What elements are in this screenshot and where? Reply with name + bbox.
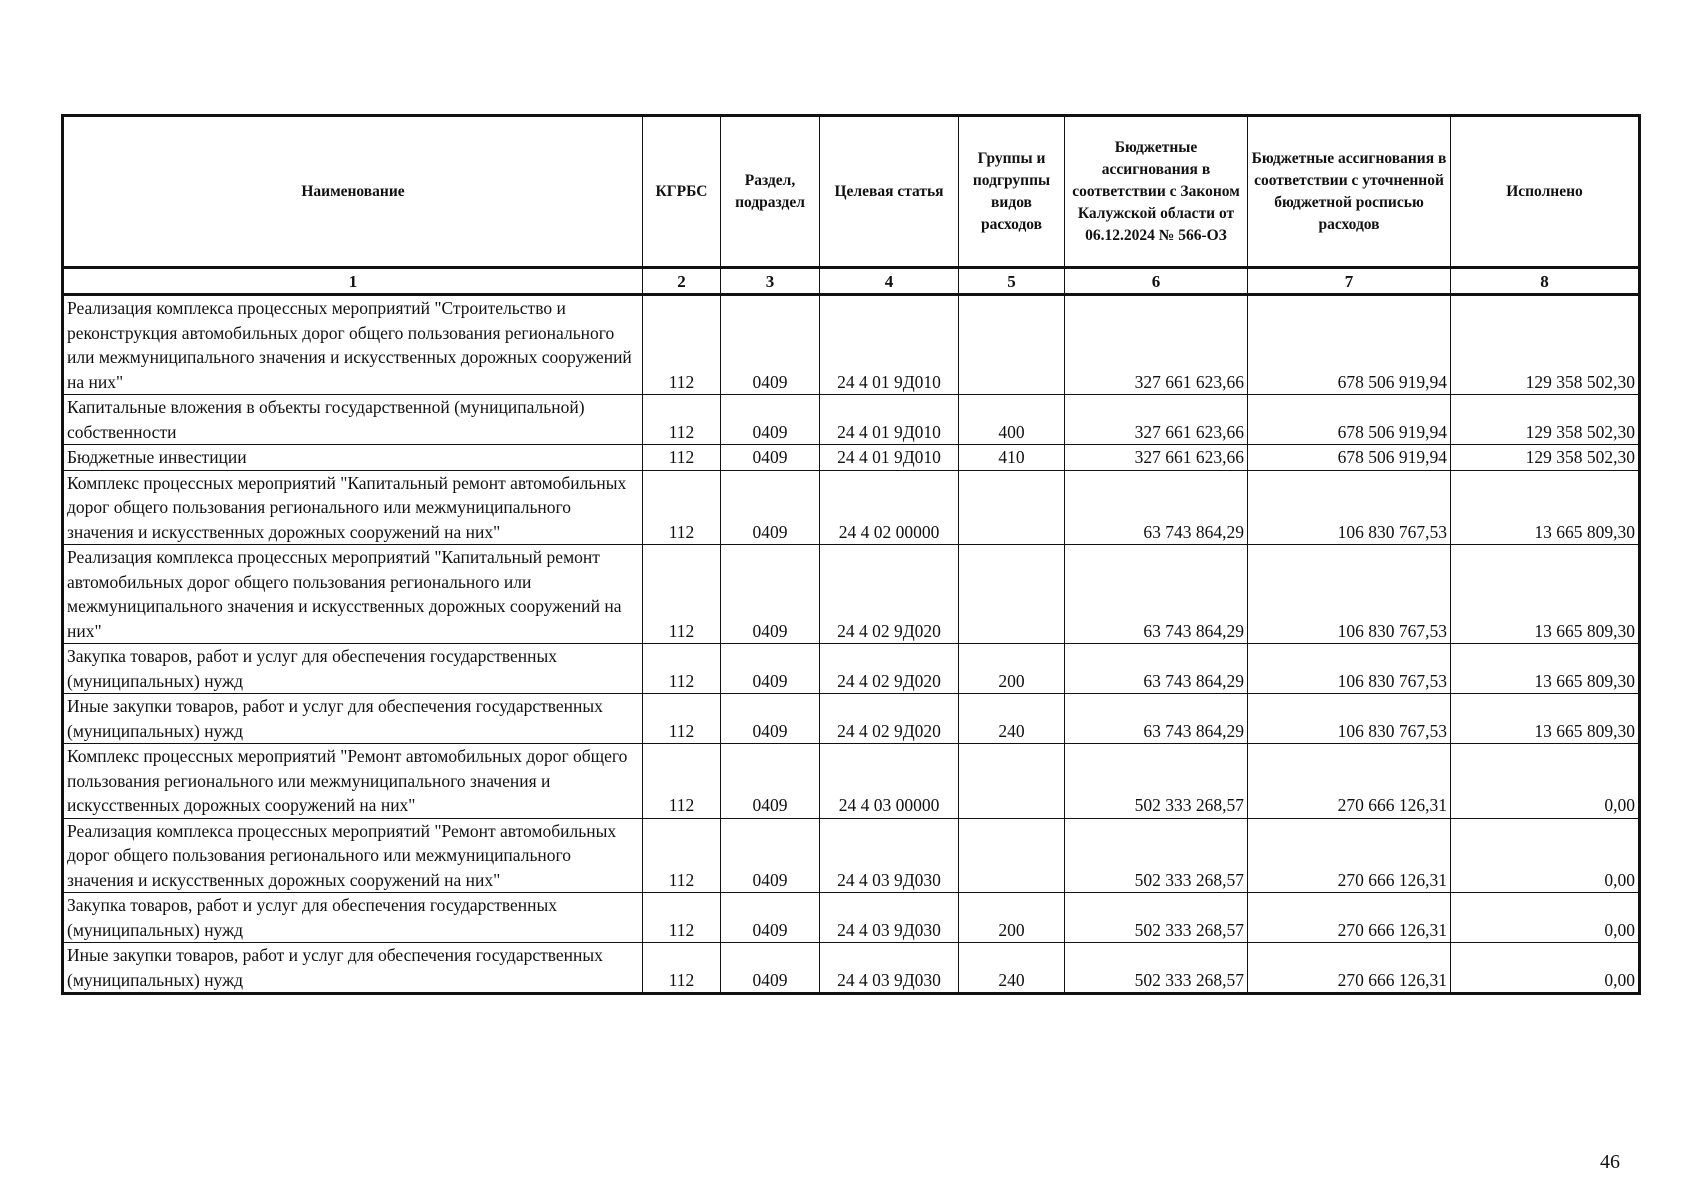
row-executed-amount: 0,00 <box>1451 818 1640 893</box>
row-law-amount: 63 743 864,29 <box>1065 470 1248 545</box>
column-number: 7 <box>1248 268 1451 295</box>
budget-table-container <box>61 114 1638 995</box>
header-razdel: Раздел, подраздел <box>721 116 820 268</box>
header-kgrbs: КГРБС <box>643 116 721 268</box>
column-number: 4 <box>820 268 959 295</box>
row-razdel: 0409 <box>721 893 820 943</box>
row-name: Бюджетные инвестиции <box>63 445 643 471</box>
row-refined-amount: 106 830 767,53 <box>1248 545 1451 644</box>
header-target: Целевая статья <box>820 116 959 268</box>
row-name: Закупка товаров, работ и услуг для обеспечения государственных (муниципальных) нужд <box>63 644 643 694</box>
row-law-amount: 327 661 623,66 <box>1065 295 1248 395</box>
row-name: Комплекс процессных мероприятий "Капитальный ремонт автомобильных дорог общего пользования регионального или межмуниципального значения и искусственных дорожных сооружений на них" <box>63 470 643 545</box>
table-row <box>63 694 1640 744</box>
row-law-amount: 327 661 623,66 <box>1065 395 1248 445</box>
row-group: 200 <box>959 893 1065 943</box>
row-kgrbs: 112 <box>643 744 721 819</box>
row-refined-amount: 678 506 919,94 <box>1248 445 1451 471</box>
row-executed-amount: 129 358 502,30 <box>1451 395 1640 445</box>
table-row <box>63 893 1640 943</box>
row-razdel: 0409 <box>721 470 820 545</box>
row-name: Иные закупки товаров, работ и услуг для обеспечения государственных (муниципальных) нужд <box>63 694 643 744</box>
row-target: 24 4 03 9Д030 <box>820 818 959 893</box>
row-refined-amount: 106 830 767,53 <box>1248 694 1451 744</box>
header-groups: Группы и подгруппы видов расходов <box>959 116 1065 268</box>
header-row <box>63 116 1640 268</box>
row-kgrbs: 112 <box>643 694 721 744</box>
row-target: 24 4 01 9Д010 <box>820 445 959 471</box>
table-row <box>63 470 1640 545</box>
row-name: Иные закупки товаров, работ и услуг для обеспечения государственных (муниципальных) нужд <box>63 943 643 994</box>
row-razdel: 0409 <box>721 694 820 744</box>
row-law-amount: 63 743 864,29 <box>1065 644 1248 694</box>
row-kgrbs: 112 <box>643 445 721 471</box>
column-number: 3 <box>721 268 820 295</box>
row-executed-amount: 129 358 502,30 <box>1451 445 1640 471</box>
row-name: Капитальные вложения в объекты государственной (муниципальной) собственности <box>63 395 643 445</box>
row-refined-amount: 678 506 919,94 <box>1248 395 1451 445</box>
row-refined-amount: 106 830 767,53 <box>1248 644 1451 694</box>
row-razdel: 0409 <box>721 644 820 694</box>
row-executed-amount: 13 665 809,30 <box>1451 644 1640 694</box>
row-refined-amount: 678 506 919,94 <box>1248 295 1451 395</box>
row-target: 24 4 01 9Д010 <box>820 395 959 445</box>
page-number: 46 <box>1600 1151 1620 1173</box>
column-number: 8 <box>1451 268 1640 295</box>
table-row <box>63 395 1640 445</box>
row-name: Комплекс процессных мероприятий "Ремонт автомобильных дорог общего пользования регионального или межмуниципального значения и искусственных дорожных сооружений на них" <box>63 744 643 819</box>
row-executed-amount: 0,00 <box>1451 943 1640 994</box>
row-executed-amount: 0,00 <box>1451 744 1640 819</box>
row-refined-amount: 270 666 126,31 <box>1248 943 1451 994</box>
row-group <box>959 744 1065 819</box>
row-refined-amount: 270 666 126,31 <box>1248 893 1451 943</box>
row-target: 24 4 03 9Д030 <box>820 943 959 994</box>
row-razdel: 0409 <box>721 445 820 471</box>
row-razdel: 0409 <box>721 818 820 893</box>
row-group: 410 <box>959 445 1065 471</box>
row-name: Реализация комплекса процессных мероприятий "Капитальный ремонт автомобильных дорог общего пользования регионального или межмуниципального значения и искусственных дорожных сооружений на них" <box>63 545 643 644</box>
row-law-amount: 502 333 268,57 <box>1065 818 1248 893</box>
table-row <box>63 545 1640 644</box>
row-target: 24 4 02 9Д020 <box>820 545 959 644</box>
budget-table <box>61 114 1641 995</box>
row-kgrbs: 112 <box>643 545 721 644</box>
row-razdel: 0409 <box>721 545 820 644</box>
row-razdel: 0409 <box>721 395 820 445</box>
row-target: 24 4 03 00000 <box>820 744 959 819</box>
row-kgrbs: 112 <box>643 644 721 694</box>
header-refined: Бюджетные ассигнования в соответствии с уточненной бюджетной росписью расходов <box>1248 116 1451 268</box>
row-kgrbs: 112 <box>643 893 721 943</box>
row-group <box>959 818 1065 893</box>
row-kgrbs: 112 <box>643 470 721 545</box>
row-law-amount: 502 333 268,57 <box>1065 744 1248 819</box>
row-refined-amount: 106 830 767,53 <box>1248 470 1451 545</box>
header-executed: Исполнено <box>1451 116 1640 268</box>
row-executed-amount: 0,00 <box>1451 893 1640 943</box>
row-razdel: 0409 <box>721 295 820 395</box>
row-refined-amount: 270 666 126,31 <box>1248 744 1451 819</box>
row-executed-amount: 13 665 809,30 <box>1451 694 1640 744</box>
header-law: Бюджетные ассигнования в соответствии с Законом Калужской области от 06.12.2024 № 566-ОЗ <box>1065 116 1248 268</box>
row-group <box>959 545 1065 644</box>
row-executed-amount: 13 665 809,30 <box>1451 470 1640 545</box>
row-kgrbs: 112 <box>643 295 721 395</box>
row-group: 200 <box>959 644 1065 694</box>
row-law-amount: 63 743 864,29 <box>1065 694 1248 744</box>
row-group: 400 <box>959 395 1065 445</box>
row-name: Реализация комплекса процессных мероприятий "Строительство и реконструкция автомобильных дорог общего пользования регионального или межмуниципального значения и искусственных дорожных сооружений на них" <box>63 295 643 395</box>
column-number: 5 <box>959 268 1065 295</box>
row-target: 24 4 03 9Д030 <box>820 893 959 943</box>
row-razdel: 0409 <box>721 943 820 994</box>
row-target: 24 4 02 00000 <box>820 470 959 545</box>
row-group: 240 <box>959 694 1065 744</box>
row-target: 24 4 02 9Д020 <box>820 644 959 694</box>
table-row <box>63 644 1640 694</box>
column-number: 2 <box>643 268 721 295</box>
row-name: Реализация комплекса процессных мероприятий "Ремонт автомобильных дорог общего пользования регионального или межмуниципального значения и искусственных дорожных сооружений на них" <box>63 818 643 893</box>
table-row <box>63 818 1640 893</box>
table-row <box>63 295 1640 395</box>
column-number-row <box>63 268 1640 295</box>
row-target: 24 4 02 9Д020 <box>820 694 959 744</box>
row-kgrbs: 112 <box>643 818 721 893</box>
table-row <box>63 744 1640 819</box>
row-name: Закупка товаров, работ и услуг для обеспечения государственных (муниципальных) нужд <box>63 893 643 943</box>
row-group <box>959 470 1065 545</box>
row-law-amount: 327 661 623,66 <box>1065 445 1248 471</box>
table-row <box>63 943 1640 994</box>
row-kgrbs: 112 <box>643 395 721 445</box>
row-razdel: 0409 <box>721 744 820 819</box>
row-executed-amount: 13 665 809,30 <box>1451 545 1640 644</box>
row-law-amount: 502 333 268,57 <box>1065 893 1248 943</box>
row-refined-amount: 270 666 126,31 <box>1248 818 1451 893</box>
row-kgrbs: 112 <box>643 943 721 994</box>
table-row <box>63 445 1640 471</box>
row-law-amount: 502 333 268,57 <box>1065 943 1248 994</box>
row-group <box>959 295 1065 395</box>
column-number: 1 <box>63 268 643 295</box>
row-group: 240 <box>959 943 1065 994</box>
row-executed-amount: 129 358 502,30 <box>1451 295 1640 395</box>
row-target: 24 4 01 9Д010 <box>820 295 959 395</box>
column-number: 6 <box>1065 268 1248 295</box>
row-law-amount: 63 743 864,29 <box>1065 545 1248 644</box>
header-name: Наименование <box>63 116 643 268</box>
